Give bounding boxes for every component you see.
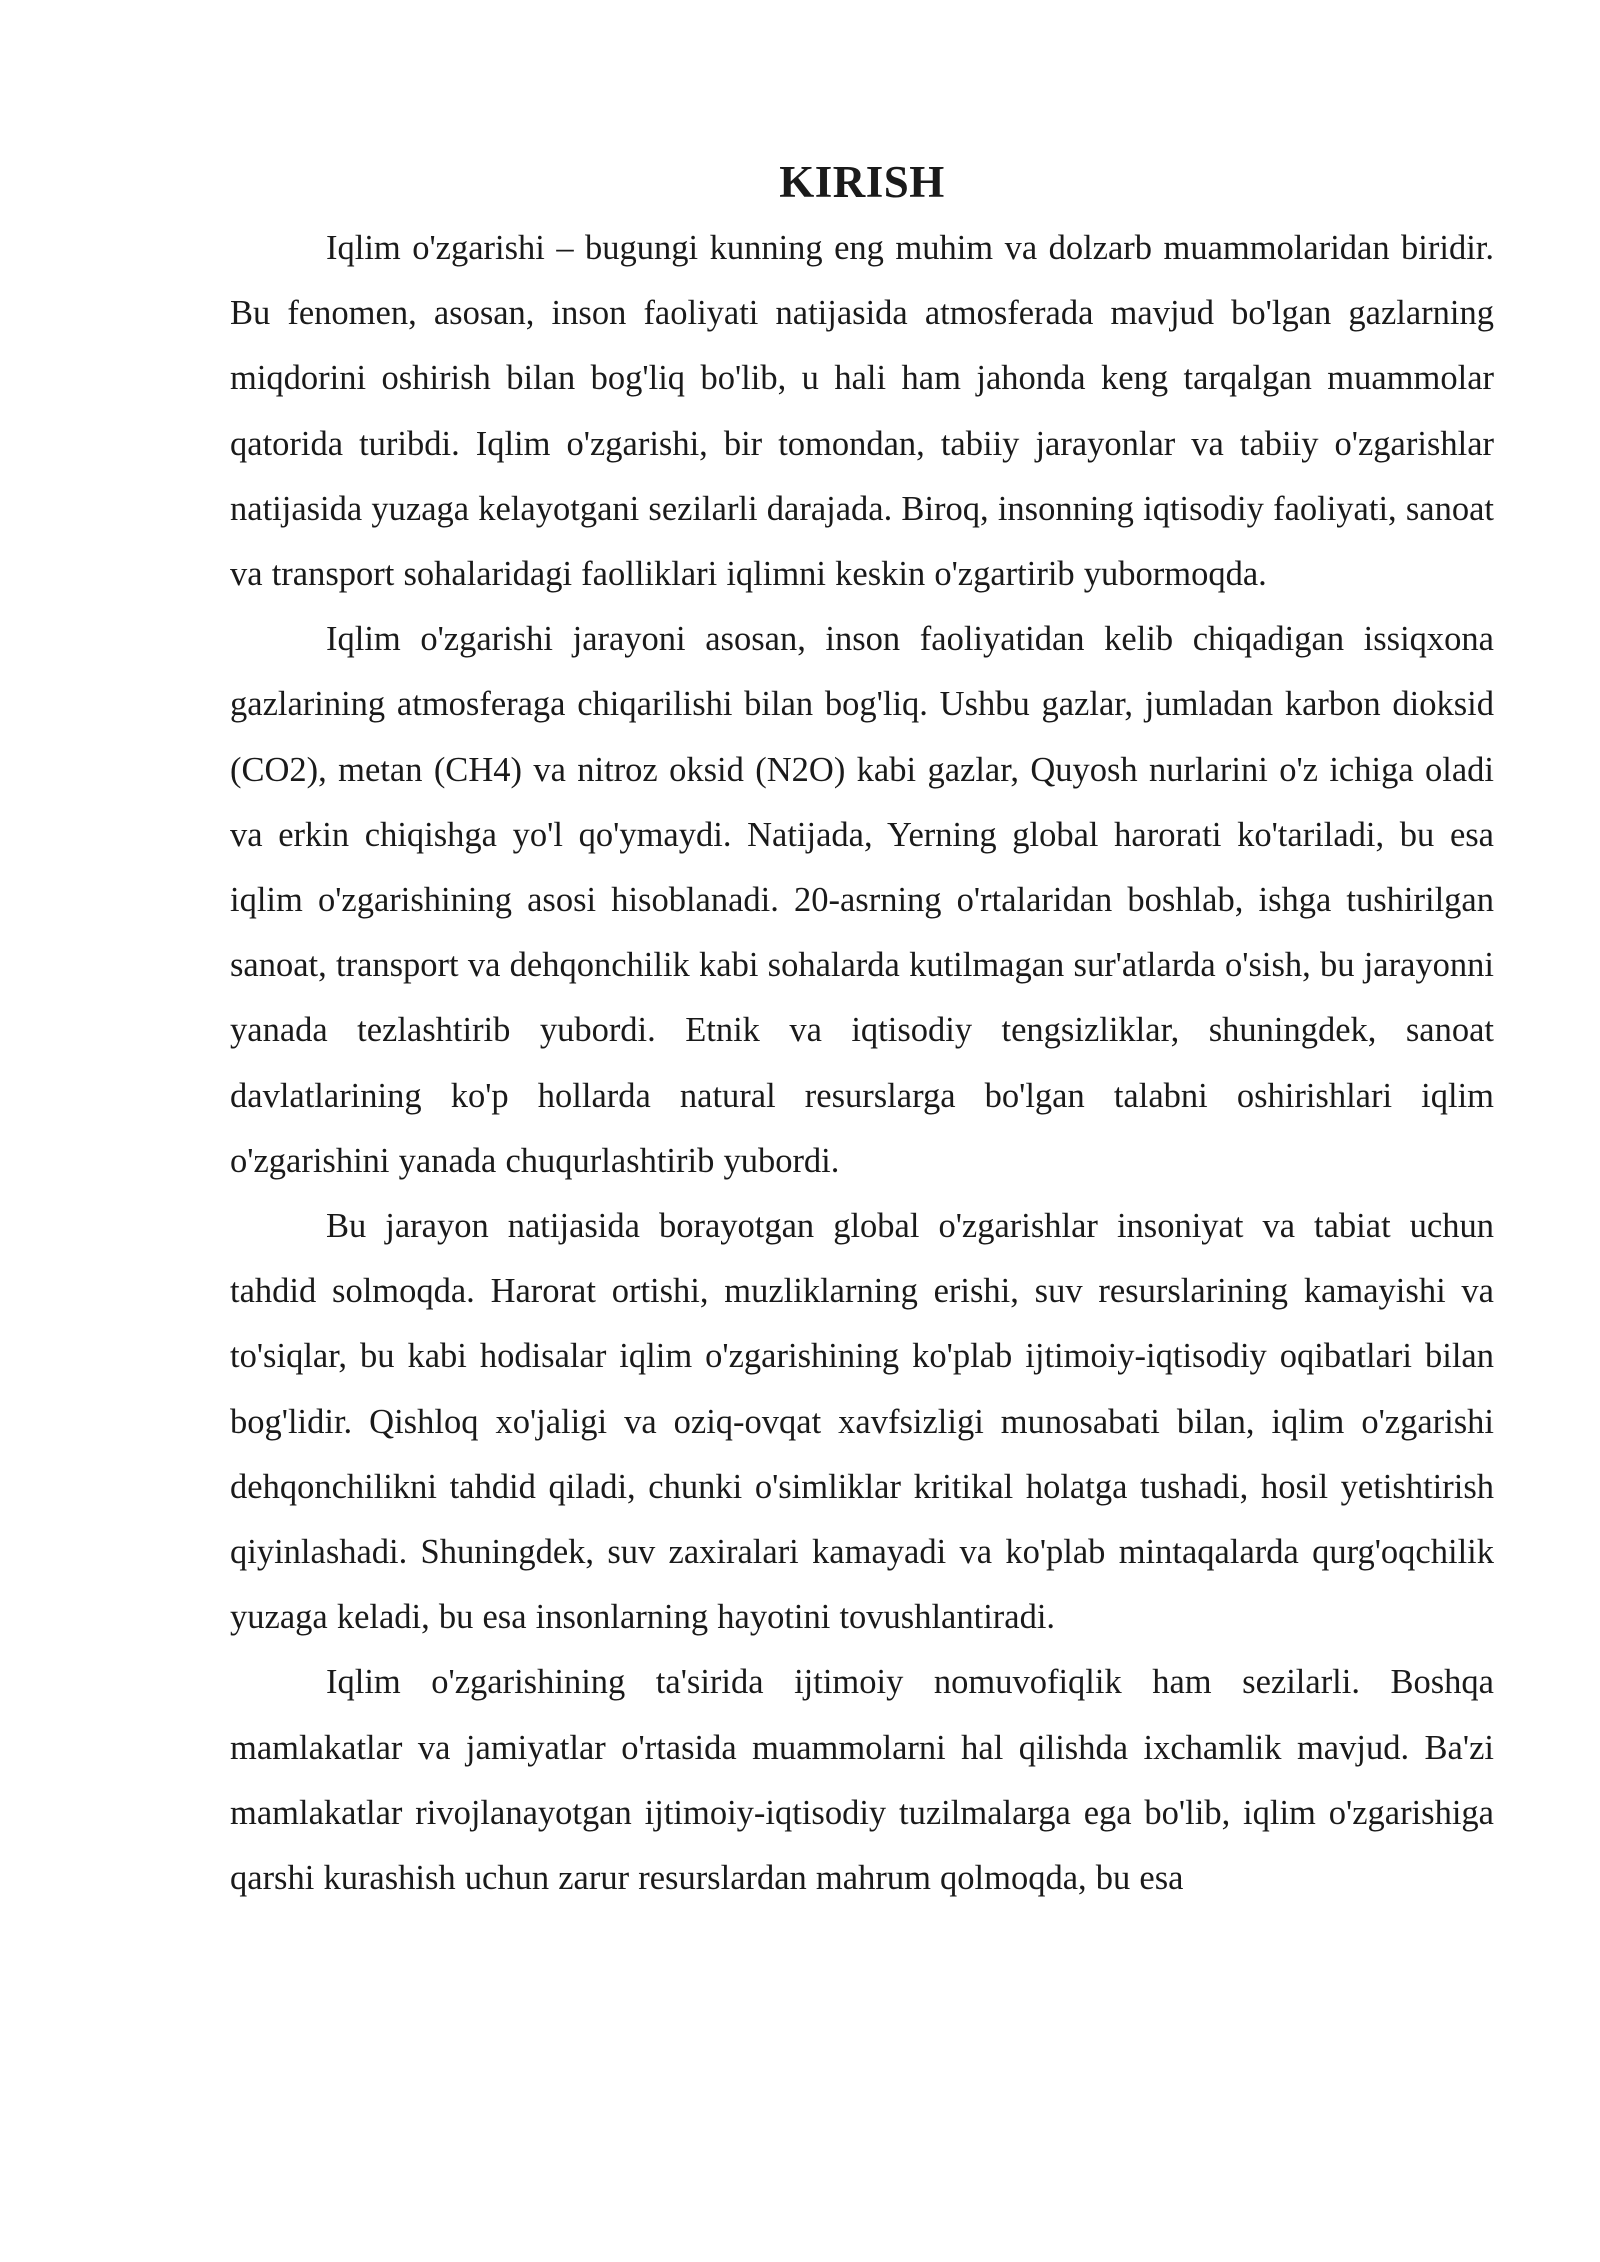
document-page (230, 150, 1494, 1911)
paragraph-3: Bu jarayon natijasida borayotgan global o'zgarishlar insoniyat va tabiat uchun tahdid solmoqda. Harorat ortishi, muzliklarning erishi, suv resurslarining kamayishi va to'siqlar, bu kabi hodisalar iqlim o'zgarishining ko'plab ijtimoiy-iqtisodiy oqibatlari bilan bog'lidir. Qishloq xo'jaligi va oziq-ovqat xavfsizligi munosabati bilan, iqlim o'zgarishi dehqonchilikni tahdid qiladi, chunki o'simliklar kritikal holatga tushadi, hosil yetishtirish qiyinlashadi. Shuningdek, suv zaxiralari kamayadi va ko'plab mintaqalarda qurg'oqchilik yuzaga keladi, bu esa insonlarning hayotini tovushlantiradi. (230, 1207, 1494, 1637)
paragraph-2: Iqlim o'zgarishi jarayoni asosan, inson faoliyatidan kelib chiqadigan issiqxona gazlarining atmosferaga chiqarilishi bilan bog'liq. Ushbu gazlar, jumladan karbon dioksid (CO2), metan (CH4) va nitroz oksid (N2O) kabi gazlar, Quyosh nurlarini o'z ichiga oladi va erkin chiqishga yo'l qo'ymaydi. Natijada, Yerning global harorati ko'tariladi, bu esa iqlim o'zgarishining asosi hisoblanadi. 20-asrning o'rtalaridan boshlab, ishga tushirilgan sanoat, transport va dehqonchilik kabi sohalarda kutilmagan sur'atlarda o'sish, bu jarayonni yanada tezlashtirib yubordi. Etnik va iqtisodiy tengsizliklar, shuningdek, sanoat davlatlarining ko'p hollarda natural resurslarga bo'lgan talabni oshirishlari iqlim o'zgarishini yanada chuqurlashtirib yubordi. (230, 620, 1494, 1180)
paragraph-4: Iqlim o'zgarishining ta'sirida ijtimoiy nomuvofiqlik ham sezilarli. Boshqa mamlakatlar va jamiyatlar o'rtasida muammolarni hal qilishda ixchamlik mavjud. Ba'zi mamlakatlar rivojlanayotgan ijtimoiy-iqtisodiy tuzilmalarga ega bo'lib, iqlim o'zgarishiga qarshi kurashish uchun zarur resurslardan mahrum qolmoqda, bu esa (230, 1663, 1494, 1898)
paragraph-1: Iqlim o'zgarishi – bugungi kunning eng muhim va dolzarb muammolaridan biridir. Bu fenomen, asosan, inson faoliyati natijasida atmosferada mavjud bo'lgan gazlarning miqdorini oshirish bilan bog'liq bo'lib, u hali ham jahonda keng tarqalgan muammolar qatorida turibdi. Iqlim o'zgarishi, bir tomondan, tabiiy jarayonlar va tabiiy o'zgarishlar natijasida yuzaga kelayotgani sezilarli darajada. Biroq, insonning iqtisodiy faoliyati, sanoat va transport sohalaridagi faolliklari iqlimni keskin o'zgartirib yubormoqda. (230, 229, 1494, 594)
document-title: KIRISH (779, 157, 945, 207)
